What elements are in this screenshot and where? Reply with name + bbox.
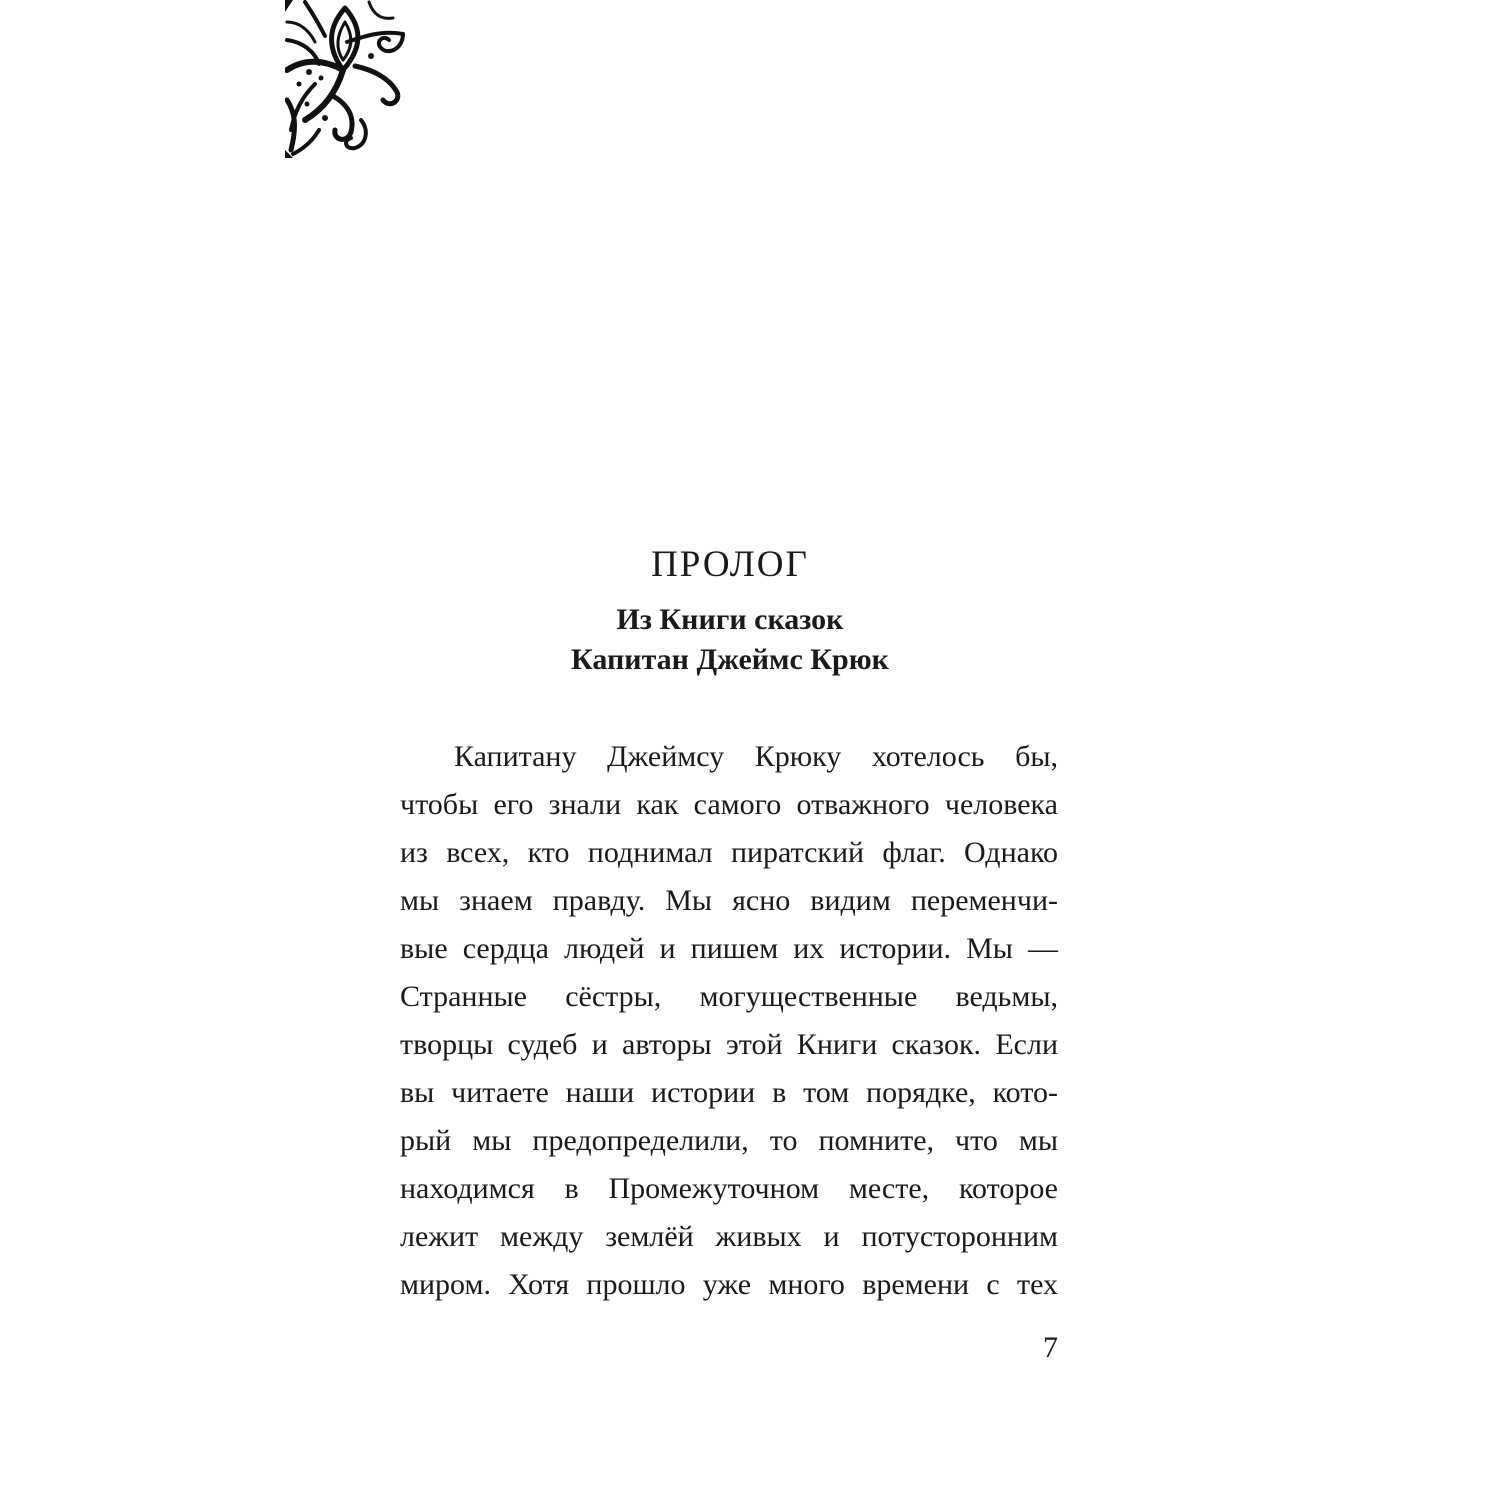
body-text bbox=[400, 733, 1058, 1309]
text-line: рый мы предопределили, то помните, что мы bbox=[400, 1124, 1058, 1157]
chapter-subtitle bbox=[400, 600, 1060, 680]
text-line: вые сердца людей и пишем их истории. Мы — bbox=[400, 932, 1058, 965]
text-line: лежит между землёй живых и потусторонним bbox=[400, 1220, 1058, 1253]
subtitle-line: Капитан Джеймс Крюк bbox=[571, 643, 889, 676]
text-line: находимся в Промежуточном месте, которое bbox=[400, 1172, 1058, 1205]
text-line: Капитану Джеймсу Крюку хотелось бы, bbox=[454, 740, 1058, 773]
text-line: мы знаем правду. Мы ясно видим переменчи- bbox=[400, 884, 1058, 917]
text-line: вы читаете наши истории в том порядке, кото- bbox=[400, 1076, 1058, 1109]
text-line: из всех, кто поднимал пиратский флаг. Однако bbox=[400, 836, 1058, 869]
subtitle-line: Из Книги сказок bbox=[616, 603, 844, 636]
text-line: творцы судеб и авторы этой Книги сказок. Если bbox=[400, 1028, 1058, 1061]
corner-ornament-icon bbox=[285, 0, 407, 158]
text-line: миром. Хотя прошло уже много времени с тех bbox=[400, 1268, 1058, 1301]
page-number: 7 bbox=[1043, 1331, 1058, 1364]
chapter-title: ПРОЛОГ bbox=[651, 544, 809, 585]
text-line: Странные сёстры, могущественные ведьмы, bbox=[400, 980, 1058, 1013]
text-line: чтобы его знали как самого отважного человека bbox=[400, 788, 1058, 821]
